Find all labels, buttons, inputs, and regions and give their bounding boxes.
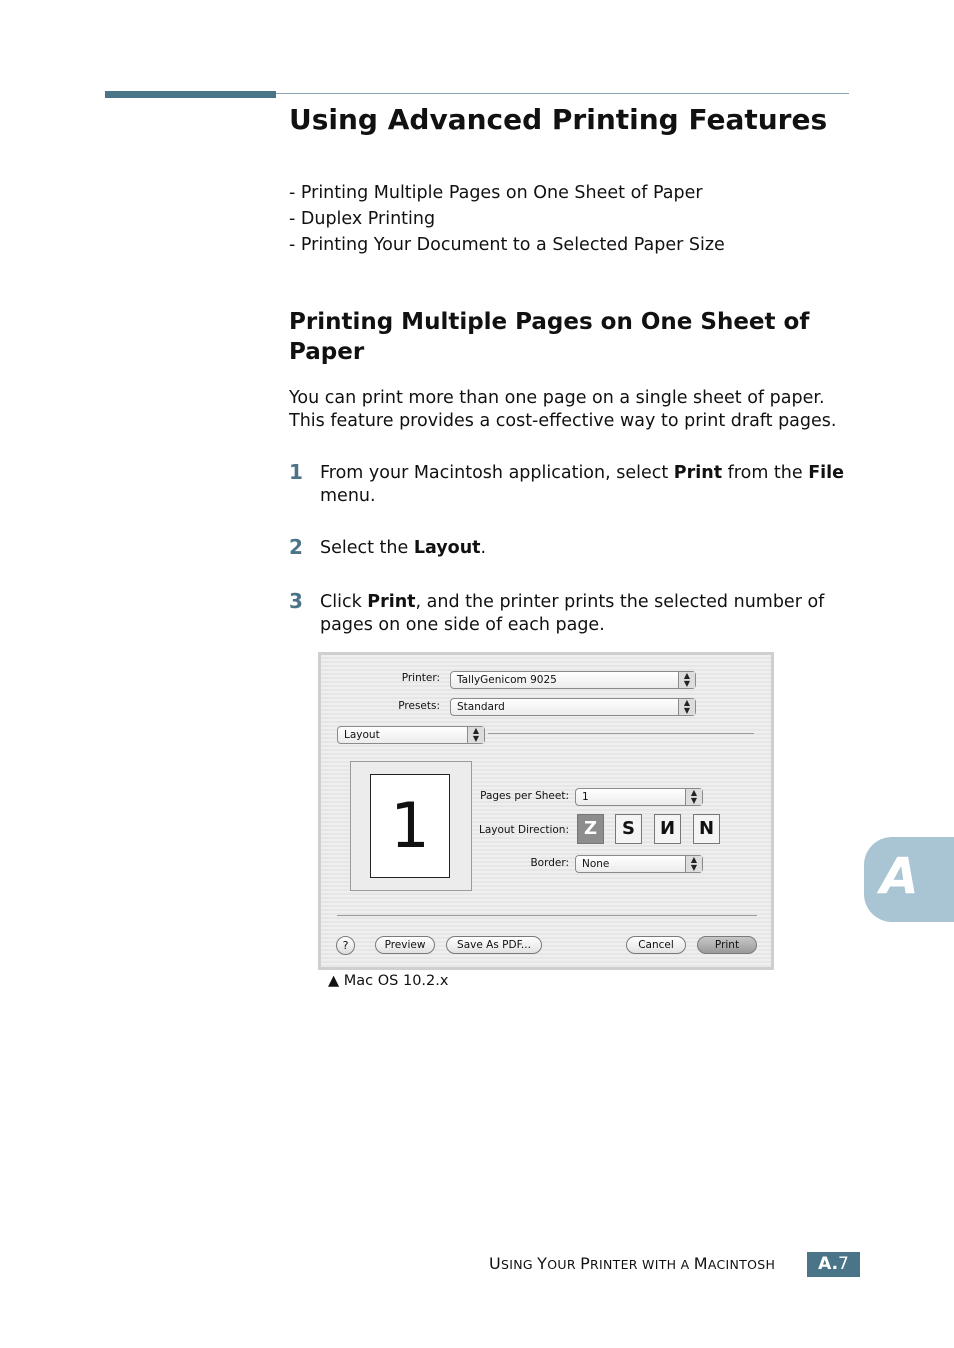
step-text [320,537,848,560]
page-title: Using Advanced Printing Features [289,103,828,136]
printer-label: Printer: [401,672,440,684]
button-separator [337,915,757,916]
footer-part: RINTER WITH A [590,1257,694,1272]
step-text-part: Select the [320,538,414,558]
presets-value: Standard [457,701,505,713]
pages-per-sheet-label: Pages per Sheet: [480,790,569,802]
footer-part: OUR [547,1257,581,1272]
panel-popup[interactable] [337,726,485,744]
direction-s-button[interactable]: S [615,814,642,844]
layout-direction-label: Layout Direction: [478,824,569,836]
intro-line: This feature provides a cost-effective way to print draft pages. [289,410,837,431]
up-down-arrows-icon: ▲ ▼ [685,789,702,805]
presets-label: Presets: [398,700,440,712]
step-text-part: From your Macintosh application, select [320,463,674,483]
panel-value: Layout [344,729,380,741]
border-popup[interactable] [575,855,703,873]
preview-page: 1 [370,774,450,878]
footer-part: P [580,1254,591,1273]
up-down-arrows-icon: ▲ ▼ [678,672,695,688]
step-bold: Print [367,592,416,612]
direction-n-button[interactable]: N [693,814,720,844]
print-button[interactable]: Print [697,936,757,954]
figure-caption: ▲ Mac OS 10.2.x [328,973,449,989]
step-number: 3 [289,589,303,613]
chapter-letter: A [880,847,919,905]
step-bold: File [808,463,845,483]
footer-part: U [489,1254,502,1273]
direction-reverse-n-button[interactable]: И [654,814,681,844]
footer-part: Y [537,1254,548,1273]
page-number [807,1252,860,1277]
running-footer [489,1254,775,1273]
footer-part: SING [501,1257,538,1272]
step-text-part: , and the printer prints the selected number of pages on one side of each page. [320,592,825,635]
footer-part: ACINTOSH [707,1257,776,1272]
up-down-arrows-icon: ▲ ▼ [678,699,695,715]
help-button[interactable]: ? [336,936,355,955]
intro-line: You can print more than one page on a single sheet of paper. [289,388,825,408]
pages-per-sheet-value: 1 [582,791,589,803]
up-down-arrows-icon: ▲ ▼ [685,856,702,872]
step-bold: Layout [413,538,481,558]
page-num: 7 [838,1254,849,1274]
panel-separator [488,733,754,734]
pages-per-sheet-popup[interactable] [575,788,703,806]
topic-item: - Duplex Printing [289,209,436,229]
topic-list [289,180,725,258]
header-rule-thin [276,93,849,94]
step-text-part: Click [320,592,368,612]
printer-value: TallyGenicom 9025 [457,674,557,686]
step-text-part: from the [722,463,809,483]
topic-item: - Printing Your Document to a Selected Paper Size [289,235,725,255]
up-down-arrows-icon: ▲ ▼ [467,727,484,743]
topic-item: - Printing Multiple Pages on One Sheet of Paper [289,183,703,203]
page-prefix: A. [818,1254,839,1274]
footer-part: M [693,1254,708,1273]
border-value: None [582,858,610,870]
step-text-part: menu. [320,486,376,506]
save-as-pdf-button[interactable]: Save As PDF... [446,936,542,954]
intro-paragraph [289,387,849,432]
step-text-part: . [480,538,487,558]
preview-button[interactable]: Preview [375,936,435,954]
header-rule-thick [105,91,276,98]
step-text [320,462,848,508]
step-bold: Print [673,463,723,483]
step-number: 1 [289,460,303,484]
step-number: 2 [289,535,303,559]
presets-popup[interactable] [450,698,696,716]
border-label: Border: [530,857,569,869]
direction-z-button[interactable]: Z [577,814,604,844]
step-text [320,591,848,637]
section-heading: Printing Multiple Pages on One Sheet of Paper [289,309,810,365]
cancel-button[interactable]: Cancel [626,936,686,954]
printer-popup[interactable] [450,671,696,689]
